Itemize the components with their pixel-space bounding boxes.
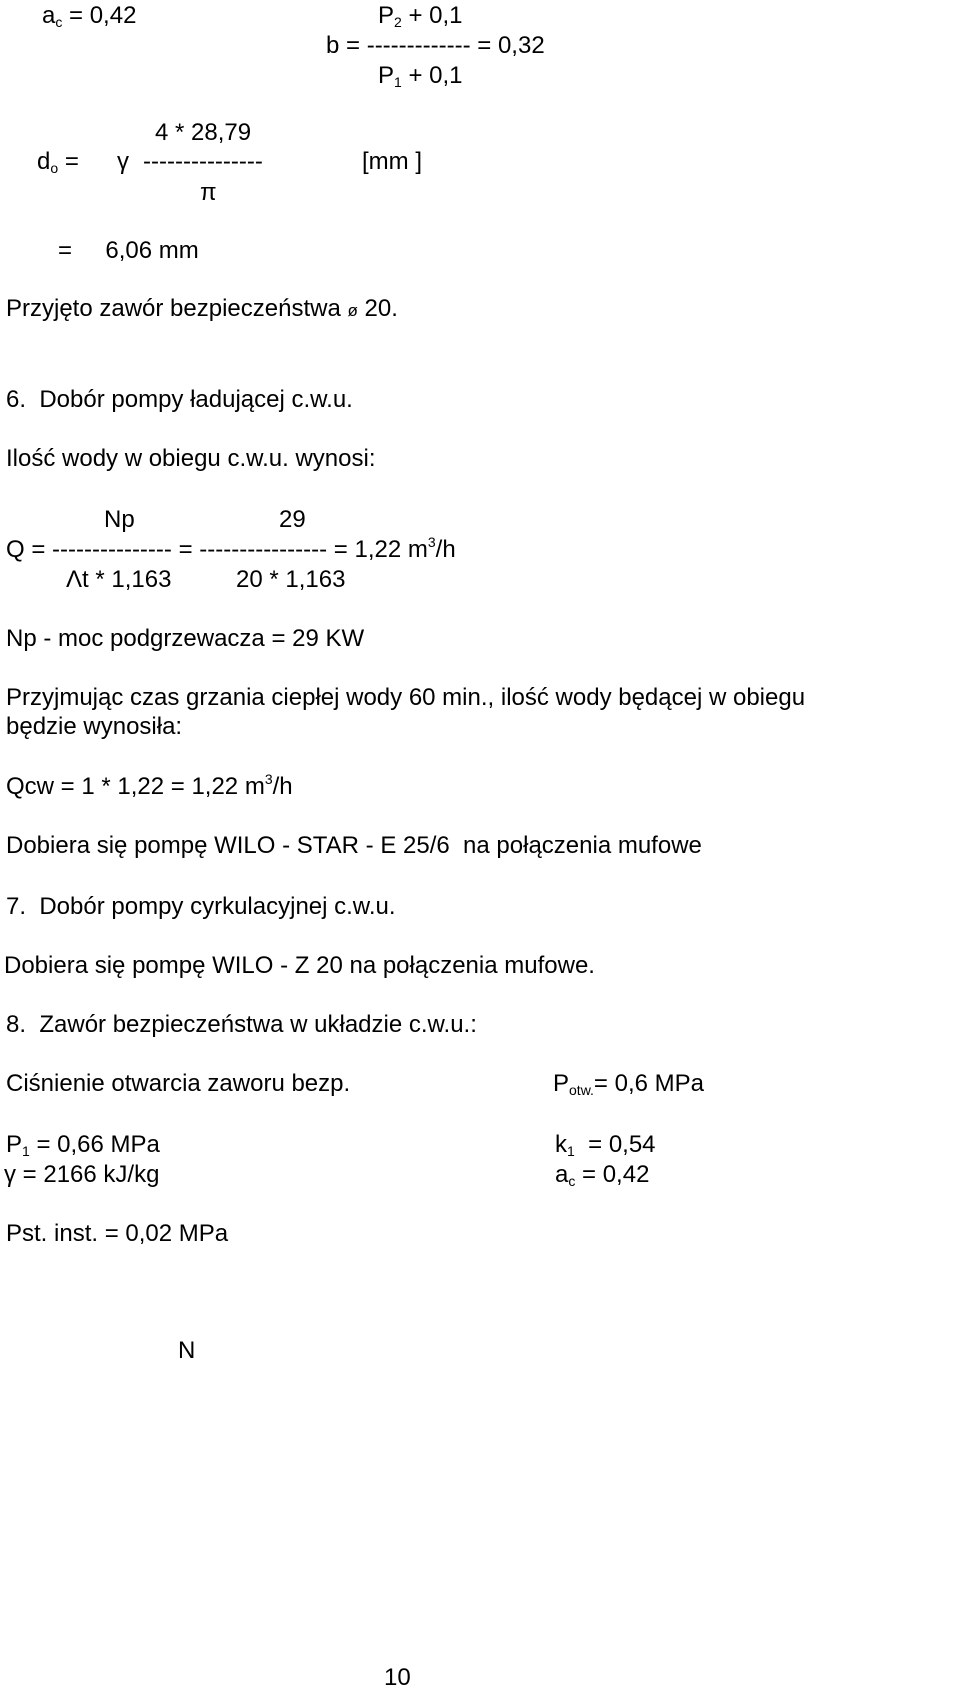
do-result: = 6,06 mm bbox=[58, 237, 199, 264]
do-gamma: γ bbox=[117, 148, 129, 175]
k1-value: $k_1 = 0,54$ bbox=[555, 1131, 656, 1159]
pst-inst-value: Pst. inst. = 0,02 MPa bbox=[6, 1220, 229, 1247]
q-denominator-2: 20 * 1,163 bbox=[236, 566, 346, 593]
b-denominator: $P_1 + 0,1$ bbox=[378, 62, 463, 90]
q-denominator-1: Λt * 1,163 bbox=[66, 566, 172, 593]
valve-selected-line: Przyjęto zawór bezpieczeństwa ø 20. bbox=[6, 295, 398, 322]
do-numerator: 4 * 28,79 bbox=[155, 119, 252, 146]
ac-value: $a_c = 0,42$ bbox=[555, 1161, 650, 1189]
section7-heading: 7. Dobór pompy cyrkulacyjnej c.w.u. bbox=[6, 893, 396, 920]
b-numerator: $P_2 + 0,1$ bbox=[378, 2, 463, 30]
ac-formula-top: $a_c = 0,42$ bbox=[42, 2, 137, 30]
circulation-pump-choice: Dobiera się pompę WILO - Z 20 na połączenia mufowe. bbox=[4, 952, 595, 979]
page-number: 10 bbox=[384, 1664, 411, 1691]
opening-pressure-label: Ciśnienie otwarcia zaworu bezp. bbox=[6, 1070, 351, 1097]
q-numerator-2: 29 bbox=[279, 506, 306, 533]
section6-intro: Ilość wody w obiegu c.w.u. wynosi: bbox=[6, 445, 376, 472]
q-numerator-1: Np bbox=[104, 506, 135, 533]
section6-heading: 6. Dobór pompy ładującej c.w.u. bbox=[6, 386, 353, 413]
do-lhs: $d_o$ = bbox=[37, 148, 79, 176]
q-formula-line: Q = --------------- = ---------------- = 1,22 $m^3/h$ bbox=[6, 534, 456, 563]
qcw-formula: Qcw = 1 * 1,22 = 1,22 $m^3/h$ bbox=[6, 771, 293, 800]
loading-pump-choice: Dobiera się pompę WILO - STAR - E 25/6 na połączenia mufowe bbox=[6, 832, 702, 859]
opening-pressure-value: $P_{otw.}= 0,6$ MPa bbox=[553, 1070, 704, 1098]
diameter-icon: ø bbox=[347, 301, 358, 320]
np-definition: Np - moc podgrzewacza = 29 KW bbox=[6, 625, 365, 652]
p1-value: $P_1 = 0,66$ MPa bbox=[6, 1131, 160, 1159]
n-letter: N bbox=[178, 1337, 196, 1364]
gamma-value: γ = 2166 kJ/kg bbox=[4, 1161, 160, 1188]
heating-time-paragraph-line2: będzie wynosiła: bbox=[6, 713, 183, 740]
heating-time-paragraph-line1: Przyjmując czas grzania ciepłej wody 60 min., ilość wody będącej w obiegu bbox=[6, 684, 806, 711]
do-fraction-bar: --------------- bbox=[143, 148, 263, 175]
section8-heading: 8. Zawór bezpieczeństwa w układzie c.w.u.: bbox=[6, 1011, 477, 1038]
b-formula-line: b = ------------- = 0,32 bbox=[326, 32, 545, 59]
do-denominator: π bbox=[200, 179, 217, 206]
do-unit: [mm ] bbox=[362, 148, 422, 175]
